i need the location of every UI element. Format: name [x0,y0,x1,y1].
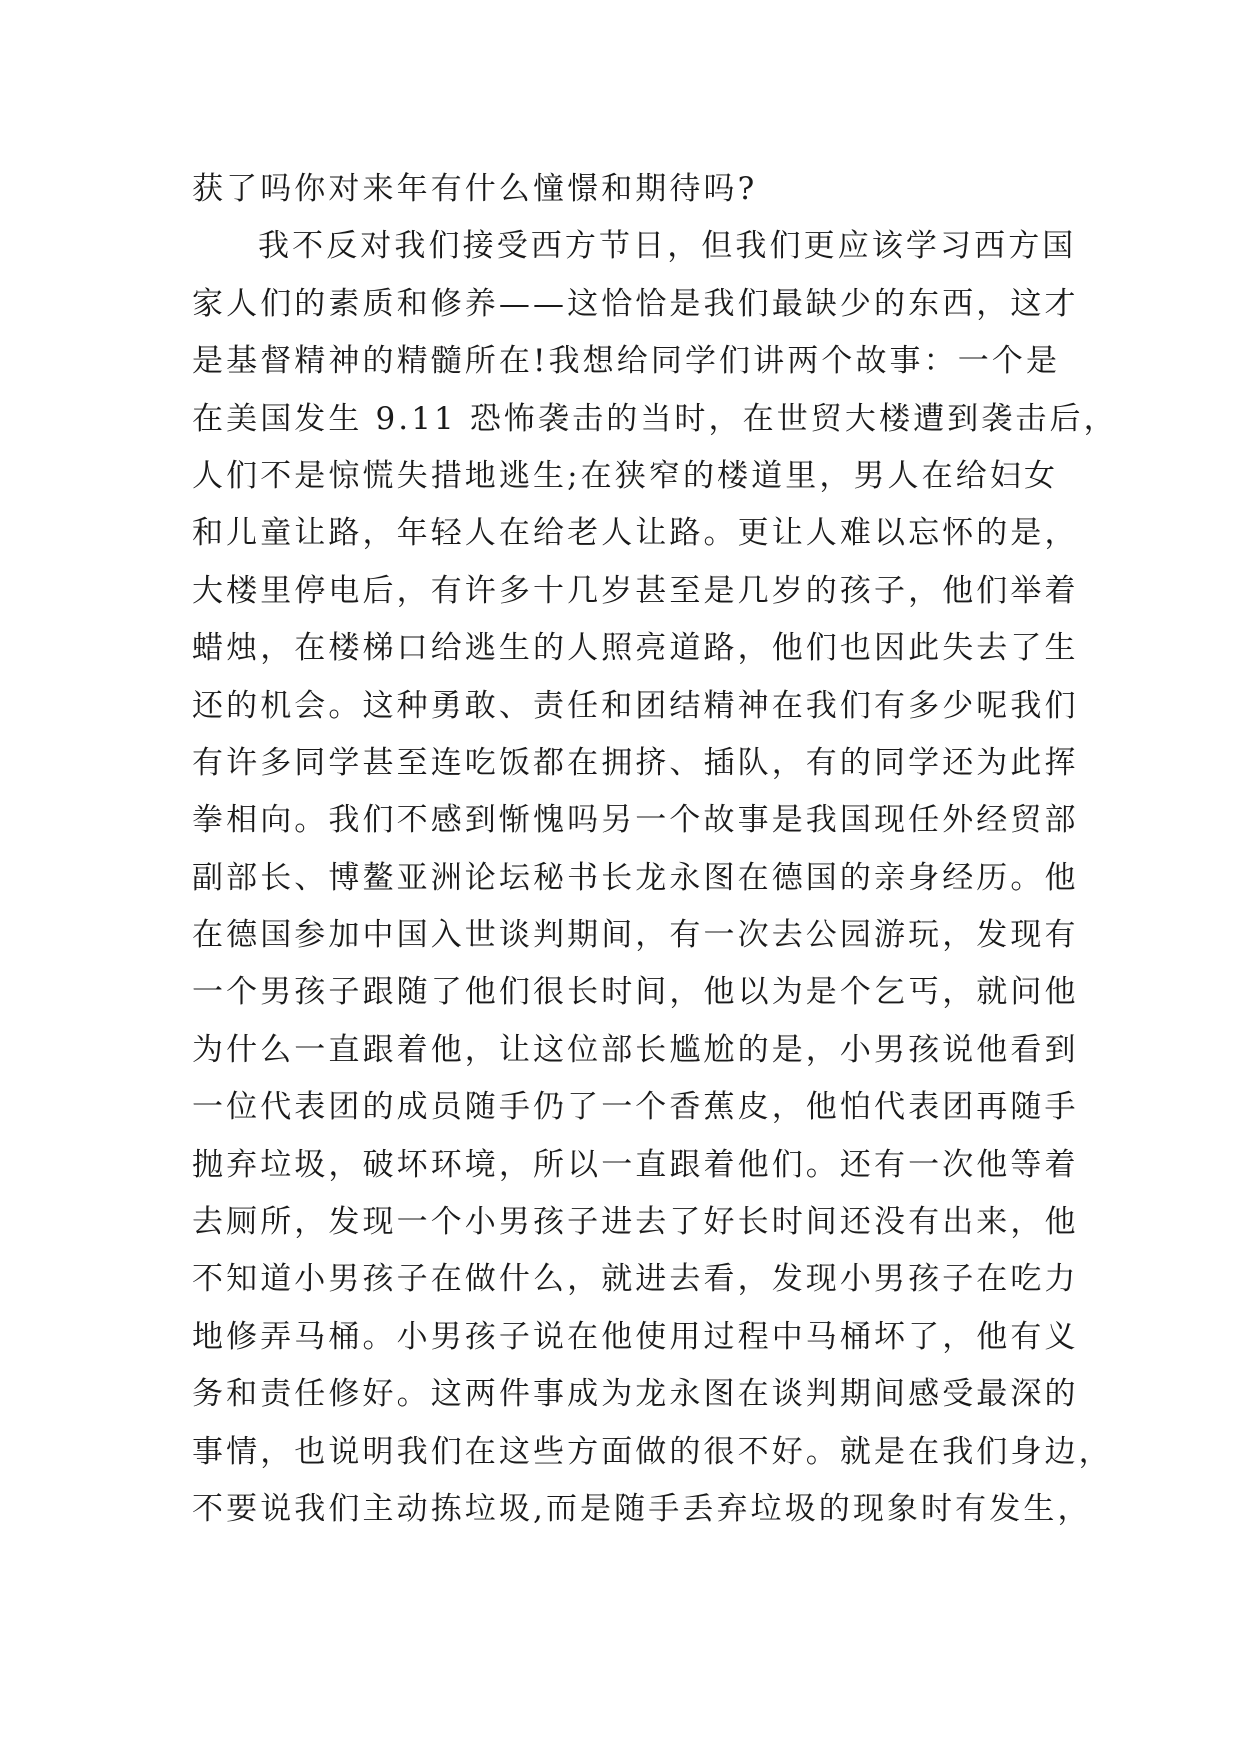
text-line: 地修弄马桶。小男孩子说在他使用过程中马桶坏了，他有义 [192,1318,1079,1355]
text-line: 不要说我们主动拣垃圾,而是随手丢弃垃圾的现象时有发生， [192,1490,1092,1527]
text-line: 拳相向。我们不感到惭愧吗另一个故事是我国现任外经贸部 [192,802,1079,839]
text-line: 去厕所，发现一个小男孩子进去了好长时间还没有出来，他 [192,1204,1079,1241]
text-line: 一个男孩子跟随了他们很长时间，他以为是个乞丐，就问他 [192,974,1079,1011]
text-line: 家人们的素质和修养——这恰恰是我们最缺少的东西，这才 [192,285,1079,322]
text-line: 获了吗你对来年有什么憧憬和期待吗? [192,171,758,207]
text-line: 事情，也说明我们在这些方面做的很不好。就是在我们身边， [192,1433,1113,1470]
text-line: 不知道小男孩子在做什么，就进去看，发现小男孩子在吃力 [192,1261,1079,1298]
body-text [192,161,1118,1538]
paragraph-start-line: 我不反对我们接受西方节日，但我们更应该学习西方国 [258,228,1077,265]
text-line: 大楼里停电后，有许多十几岁甚至是几岁的孩子，他们举着 [192,572,1079,609]
text-line: 是基督精神的精髓所在!我想给同学们讲两个故事：一个是 [192,343,1061,380]
text-line: 在美国发生 9.11 恐怖袭击的当时，在世贸大楼遭到袭击后， [192,400,1118,437]
text-line: 为什么一直跟着他，让这位部长尴尬的是，小男孩说他看到 [192,1031,1079,1068]
text-line: 人们不是惊慌失措地逃生;在狭窄的楼道里，男人在给妇女 [192,457,1059,494]
text-line: 抛弃垃圾，破坏环境，所以一直跟着他们。还有一次他等着 [192,1146,1079,1183]
text-line: 和儿童让路，年轻人在给老人让路。更让人难以忘怀的是， [192,515,1079,552]
text-line: 还的机会。这种勇敢、责任和团结精神在我们有多少呢我们 [192,687,1079,724]
text-line: 有许多同学甚至连吃饭都在拥挤、插队，有的同学还为此挥 [192,744,1079,781]
text-line: 副部长、博鳌亚洲论坛秘书长龙永图在德国的亲身经历。他 [192,859,1079,896]
text-line: 一位代表团的成员随手仍了一个香蕉皮，他怕代表团再随手 [192,1089,1079,1126]
text-line: 务和责任修好。这两件事成为龙永图在谈判期间感受最深的 [192,1376,1079,1413]
text-line: 蜡烛，在楼梯口给逃生的人照亮道路，他们也因此失去了生 [192,630,1079,667]
text-line: 在德国参加中国入世谈判期间，有一次去公园游玩，发现有 [192,917,1079,954]
